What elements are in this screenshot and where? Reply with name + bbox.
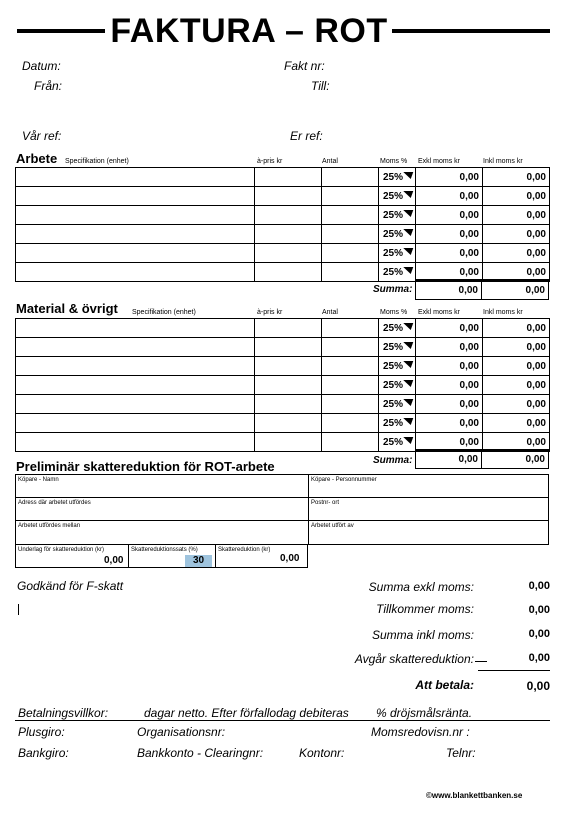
datum-label[interactable]: Datum: bbox=[22, 59, 61, 73]
spec-cell[interactable] bbox=[16, 376, 255, 395]
utfort-av-field[interactable]: Arbetet utfört av bbox=[311, 523, 354, 529]
inkl-cell[interactable] bbox=[483, 395, 550, 414]
vat-cell-text: 25% bbox=[383, 266, 404, 278]
betalningsvillkor-label[interactable]: Betalningsvillkor: bbox=[18, 706, 109, 720]
exkl-cell[interactable] bbox=[416, 357, 483, 376]
col-apris: à-pris kr bbox=[257, 158, 283, 165]
vat-cell-text: 25% bbox=[383, 322, 404, 334]
exkl-cell-text: 0,00 bbox=[459, 322, 479, 334]
godkand-f-skatt: Godkänd för F-skatt bbox=[17, 579, 124, 593]
skattered-value: 0,00 bbox=[280, 553, 300, 564]
inkl-cell-text: 0,00 bbox=[526, 266, 546, 278]
apris-cell[interactable] bbox=[255, 433, 322, 452]
exkl-cell[interactable] bbox=[416, 168, 483, 187]
inkl-cell-text: 0,00 bbox=[526, 398, 546, 410]
apris-cell[interactable] bbox=[255, 376, 322, 395]
antal-cell[interactable] bbox=[322, 414, 379, 433]
inkl-cell-text: 0,00 bbox=[526, 209, 546, 221]
exkl-cell-text: 0,00 bbox=[459, 247, 479, 259]
spec-cell[interactable] bbox=[16, 206, 255, 225]
summa-exkl-label: Summa exkl moms: bbox=[368, 580, 474, 594]
text-cursor[interactable] bbox=[18, 604, 19, 615]
exkl-cell-text: 0,00 bbox=[459, 209, 479, 221]
antal-cell[interactable] bbox=[322, 263, 379, 282]
summa-inkl-value: 0,00 bbox=[528, 628, 550, 640]
antal-cell[interactable] bbox=[322, 395, 379, 414]
inkl-cell-text: 0,00 bbox=[526, 341, 546, 353]
avgar-label: Avgår skattereduktion: bbox=[354, 652, 474, 666]
inkl-cell-text: 0,00 bbox=[526, 322, 546, 334]
table-row bbox=[16, 168, 550, 187]
col-antal-2: Antal bbox=[322, 309, 338, 316]
dropdown-arrow-icon[interactable] bbox=[401, 267, 414, 274]
apris-cell[interactable] bbox=[255, 244, 322, 263]
antal-cell[interactable] bbox=[322, 225, 379, 244]
antal-cell[interactable] bbox=[322, 168, 379, 187]
exkl-cell-text: 0,00 bbox=[459, 171, 479, 183]
spec-cell[interactable] bbox=[16, 187, 255, 206]
inkl-cell[interactable] bbox=[483, 244, 550, 263]
col-inkl: Inkl moms kr bbox=[483, 158, 523, 165]
table-row bbox=[16, 376, 550, 395]
dropdown-arrow-icon[interactable] bbox=[401, 437, 414, 444]
vat-cell[interactable] bbox=[379, 187, 416, 206]
apris-cell[interactable] bbox=[255, 414, 322, 433]
antal-cell[interactable] bbox=[322, 206, 379, 225]
exkl-cell-text: 0,00 bbox=[459, 398, 479, 410]
credit-link[interactable]: ©www.blankettbanken.se bbox=[426, 791, 523, 800]
vat-cell[interactable] bbox=[379, 225, 416, 244]
dagar-netto-label: dagar netto. Efter förfallodag debiteras bbox=[144, 706, 349, 720]
sats-label: Skattereduktionssats (%) bbox=[131, 547, 198, 553]
bankgiro-label[interactable]: Bankgiro: bbox=[18, 746, 69, 760]
col-moms: Moms % bbox=[380, 158, 408, 165]
antal-cell[interactable] bbox=[322, 338, 379, 357]
exkl-cell-text: 0,00 bbox=[459, 436, 479, 448]
rot-divider-h2 bbox=[15, 520, 549, 521]
material-table bbox=[15, 318, 550, 452]
inkl-cell[interactable] bbox=[483, 319, 550, 338]
inkl-cell[interactable] bbox=[483, 357, 550, 376]
inkl-cell-text: 0,00 bbox=[526, 436, 546, 448]
spec-cell[interactable] bbox=[16, 225, 255, 244]
material-sum-label: Summa: bbox=[373, 455, 413, 466]
inkl-cell-text: 0,00 bbox=[526, 171, 546, 183]
vat-cell-text: 25% bbox=[383, 190, 404, 202]
inkl-cell[interactable] bbox=[483, 206, 550, 225]
exkl-cell[interactable] bbox=[416, 376, 483, 395]
dropdown-arrow-icon[interactable] bbox=[401, 210, 414, 217]
fran-label[interactable]: Från: bbox=[34, 79, 63, 93]
exkl-cell[interactable] bbox=[416, 187, 483, 206]
vat-cell-text: 25% bbox=[383, 171, 404, 183]
antal-cell[interactable] bbox=[322, 244, 379, 263]
vat-cell[interactable] bbox=[379, 395, 416, 414]
vat-cell-text: 25% bbox=[383, 360, 404, 372]
inkl-cell-text: 0,00 bbox=[526, 190, 546, 202]
bankkonto-label[interactable]: Bankkonto - Clearingnr: bbox=[137, 746, 264, 760]
arbete-sum-inkl: 0,00 bbox=[481, 281, 549, 300]
dropdown-arrow-icon[interactable] bbox=[401, 229, 414, 236]
vat-cell-text: 25% bbox=[383, 379, 404, 391]
table-row bbox=[16, 338, 550, 357]
plusgiro-label[interactable]: Plusgiro: bbox=[18, 725, 65, 739]
antal-cell[interactable] bbox=[322, 187, 379, 206]
col-apris-2: à-pris kr bbox=[257, 309, 283, 316]
rot-grid bbox=[15, 474, 549, 545]
exkl-cell-text: 0,00 bbox=[459, 190, 479, 202]
vat-cell-text: 25% bbox=[383, 209, 404, 221]
spec-cell[interactable] bbox=[16, 395, 255, 414]
exkl-cell[interactable] bbox=[416, 206, 483, 225]
spec-cell[interactable] bbox=[16, 338, 255, 357]
col-spec: Specifikation (enhet) bbox=[65, 158, 129, 165]
underlag-label: Underlag för skattereduktion (kr) bbox=[18, 547, 105, 553]
vat-cell[interactable] bbox=[379, 357, 416, 376]
arbete-sum-label: Summa: bbox=[373, 284, 413, 295]
fakt-nr-label[interactable]: Fakt nr: bbox=[284, 59, 325, 73]
col-spec-2: Specifikation (enhet) bbox=[132, 309, 196, 316]
table-row bbox=[16, 187, 550, 206]
vat-cell-text: 25% bbox=[383, 398, 404, 410]
var-ref-label[interactable]: Vår ref: bbox=[22, 129, 62, 143]
apris-cell[interactable] bbox=[255, 168, 322, 187]
vat-cell-text: 25% bbox=[383, 247, 404, 259]
vat-cell[interactable] bbox=[379, 168, 416, 187]
drojsmal-label: % dröjsmålsränta. bbox=[376, 706, 473, 720]
antal-cell[interactable] bbox=[322, 357, 379, 376]
inkl-cell[interactable] bbox=[483, 376, 550, 395]
sats-input[interactable]: 30 bbox=[185, 555, 212, 567]
summa-inkl-label: Summa inkl moms: bbox=[371, 628, 474, 642]
apris-cell[interactable] bbox=[255, 225, 322, 244]
apris-cell[interactable] bbox=[255, 263, 322, 282]
exkl-cell-text: 0,00 bbox=[459, 228, 479, 240]
kopare-namn-field[interactable]: Köpare - Namn bbox=[18, 477, 59, 483]
tillkommer-value: 0,00 bbox=[528, 604, 550, 616]
col-exkl: Exkl moms kr bbox=[418, 158, 460, 165]
table-row bbox=[16, 357, 550, 376]
vat-cell[interactable] bbox=[379, 244, 416, 263]
inkl-cell[interactable] bbox=[483, 187, 550, 206]
antal-cell[interactable] bbox=[322, 376, 379, 395]
totals-rule bbox=[478, 670, 550, 671]
spec-cell[interactable] bbox=[16, 433, 255, 452]
material-sum-exkl: 0,00 bbox=[415, 450, 482, 469]
inkl-cell-text: 0,00 bbox=[526, 417, 546, 429]
dropdown-arrow-icon[interactable] bbox=[401, 418, 414, 425]
arbete-title: Arbete bbox=[16, 151, 58, 166]
spec-cell[interactable] bbox=[16, 414, 255, 433]
inkl-cell-text: 0,00 bbox=[526, 228, 546, 240]
exkl-cell-text: 0,00 bbox=[459, 417, 479, 429]
exkl-cell[interactable] bbox=[416, 225, 483, 244]
att-betala-label: Att betala: bbox=[415, 678, 474, 692]
rot-title: Preliminär skattereduktion för ROT-arbete bbox=[16, 459, 275, 474]
inkl-cell[interactable] bbox=[483, 168, 550, 187]
spec-cell[interactable] bbox=[16, 168, 255, 187]
skattered-label: Skattereduktion (kr) bbox=[218, 547, 271, 553]
telnr-label[interactable]: Telnr: bbox=[446, 746, 476, 760]
apris-cell[interactable] bbox=[255, 395, 322, 414]
apris-cell[interactable] bbox=[255, 357, 322, 376]
inkl-cell-text: 0,00 bbox=[526, 379, 546, 391]
exkl-cell[interactable] bbox=[416, 244, 483, 263]
arbete-table bbox=[15, 167, 550, 282]
exkl-cell[interactable] bbox=[416, 395, 483, 414]
orgnr-label[interactable]: Organisationsnr: bbox=[137, 725, 226, 739]
exkl-cell-text: 0,00 bbox=[459, 266, 479, 278]
material-title: Material & övrigt bbox=[16, 301, 118, 316]
col-inkl-2: Inkl moms kr bbox=[483, 309, 523, 316]
rot-divider-h1 bbox=[15, 497, 549, 498]
footer-rule bbox=[15, 720, 550, 721]
dropdown-arrow-icon[interactable] bbox=[401, 248, 414, 255]
title-bar-left bbox=[17, 29, 105, 33]
exkl-cell[interactable] bbox=[416, 414, 483, 433]
postnr-field[interactable]: Postnr- ort bbox=[311, 500, 340, 506]
inkl-cell[interactable] bbox=[483, 338, 550, 357]
avgar-value: 0,00 bbox=[528, 652, 550, 664]
vat-cell-text: 25% bbox=[383, 341, 404, 353]
exkl-cell[interactable] bbox=[416, 319, 483, 338]
apris-cell[interactable] bbox=[255, 187, 322, 206]
table-row bbox=[16, 244, 550, 263]
vat-cell-text: 25% bbox=[383, 436, 404, 448]
vat-cell[interactable] bbox=[379, 206, 416, 225]
dropdown-arrow-icon[interactable] bbox=[401, 191, 414, 198]
vat-cell-text: 25% bbox=[383, 228, 404, 240]
spec-cell[interactable] bbox=[16, 263, 255, 282]
inkl-cell[interactable] bbox=[483, 225, 550, 244]
vat-cell[interactable] bbox=[379, 263, 416, 282]
vat-cell[interactable] bbox=[379, 338, 416, 357]
apris-cell[interactable] bbox=[255, 206, 322, 225]
exkl-cell-text: 0,00 bbox=[459, 360, 479, 372]
momsnr-label[interactable]: Momsredovisn.nr : bbox=[371, 725, 470, 739]
dropdown-arrow-icon[interactable] bbox=[401, 172, 414, 179]
er-ref-label[interactable]: Er ref: bbox=[290, 129, 323, 143]
vat-cell[interactable] bbox=[379, 433, 416, 452]
avgar-dash bbox=[475, 661, 487, 662]
vat-cell[interactable] bbox=[379, 414, 416, 433]
spec-cell[interactable] bbox=[16, 319, 255, 338]
inkl-cell-text: 0,00 bbox=[526, 247, 546, 259]
tillkommer-label: Tillkommer moms: bbox=[376, 602, 474, 616]
arbete-sum-exkl: 0,00 bbox=[415, 281, 482, 300]
att-betala-value: 0,00 bbox=[526, 679, 550, 693]
adress-field[interactable]: Adress där arbetet utfördes bbox=[18, 500, 91, 506]
dropdown-arrow-icon[interactable] bbox=[401, 361, 414, 368]
vat-cell[interactable] bbox=[379, 319, 416, 338]
dropdown-arrow-icon[interactable] bbox=[401, 342, 414, 349]
table-row bbox=[16, 395, 550, 414]
inkl-cell-text: 0,00 bbox=[526, 360, 546, 372]
table-row bbox=[16, 319, 550, 338]
apris-cell[interactable] bbox=[255, 338, 322, 357]
antal-cell[interactable] bbox=[322, 319, 379, 338]
table-row bbox=[16, 206, 550, 225]
dropdown-arrow-icon[interactable] bbox=[401, 380, 414, 387]
table-row bbox=[16, 225, 550, 244]
apris-cell[interactable] bbox=[255, 319, 322, 338]
dropdown-arrow-icon[interactable] bbox=[401, 399, 414, 406]
summa-exkl-value: 0,00 bbox=[528, 580, 550, 592]
underlag-value: 0,00 bbox=[104, 555, 124, 566]
page-title: FAKTURA – ROT bbox=[110, 12, 388, 50]
col-antal: Antal bbox=[322, 158, 338, 165]
inkl-cell[interactable] bbox=[483, 414, 550, 433]
antal-cell[interactable] bbox=[322, 433, 379, 452]
kontonr-label[interactable]: Kontonr: bbox=[299, 746, 345, 760]
vat-cell-text: 25% bbox=[383, 417, 404, 429]
col-moms-2: Moms % bbox=[380, 309, 408, 316]
vat-cell[interactable] bbox=[379, 376, 416, 395]
exkl-cell[interactable] bbox=[416, 338, 483, 357]
mellan-field[interactable]: Arbetet utfördes mellan bbox=[18, 523, 81, 529]
spec-cell[interactable] bbox=[16, 244, 255, 263]
col-exkl-2: Exkl moms kr bbox=[418, 309, 460, 316]
title-bar-right bbox=[392, 29, 550, 33]
exkl-cell-text: 0,00 bbox=[459, 341, 479, 353]
spec-cell[interactable] bbox=[16, 357, 255, 376]
kopare-pnr-field[interactable]: Köpare - Personnummer bbox=[311, 477, 377, 483]
till-label[interactable]: Till: bbox=[311, 79, 330, 93]
exkl-cell-text: 0,00 bbox=[459, 379, 479, 391]
material-sum-inkl: 0,00 bbox=[481, 450, 549, 469]
dropdown-arrow-icon[interactable] bbox=[401, 323, 414, 330]
table-row bbox=[16, 414, 550, 433]
